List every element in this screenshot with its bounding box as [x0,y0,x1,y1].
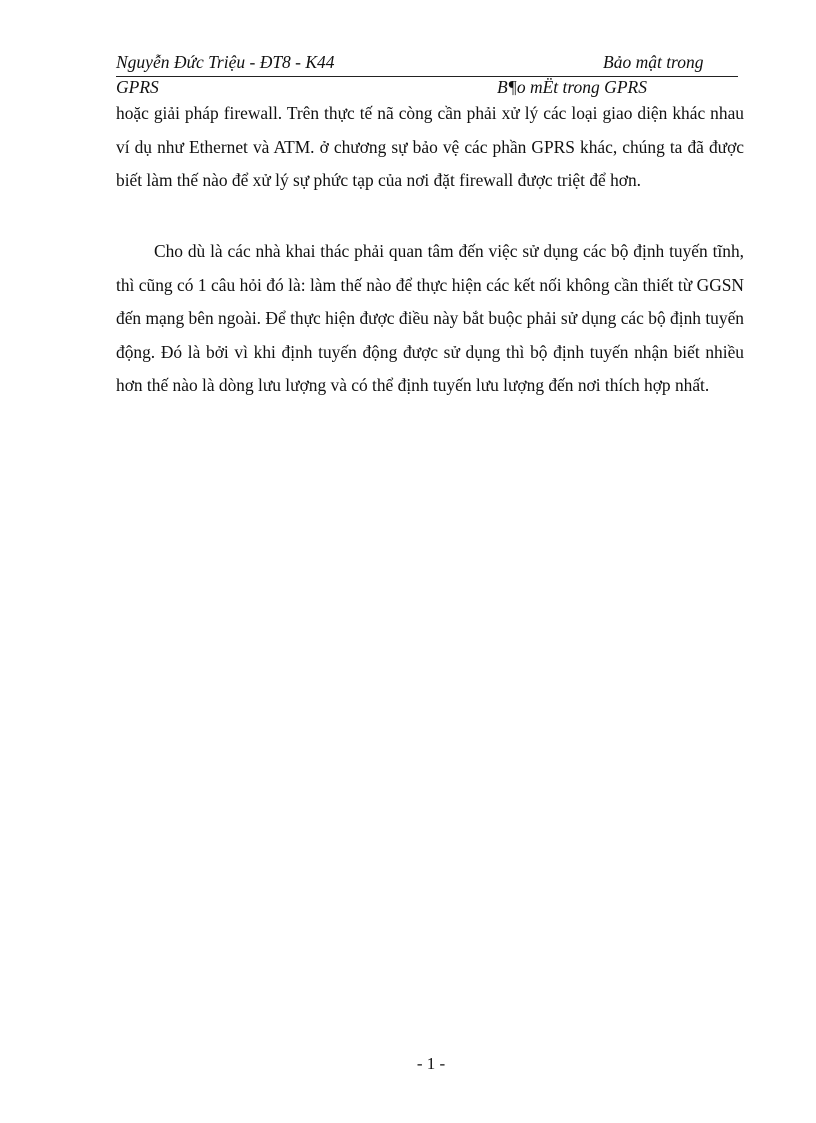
header-title-garbled: B¶o mËt trong GPRS [497,77,647,97]
paragraph-2: Cho dù là các nhà khai thác phải quan tâm đến việc sử dụng các bộ định tuyến tĩnh, thì cũng có 1 câu hỏi đó là: làm thế nào để thực hiện các kết nối không cần thiết từ GGSN đến mạng bên ngoài. Để thực hiện được điều này bắt buộc phải sử dụng các bộ định tuyến động. Đó là bởi vì khi định tuyến động được sử dụng thì bộ định tuyến nhận biết nhiều hơn thế nào là dòng lưu lượng và có thể định tuyến lưu lượng đến nơi thích hợp nhất. [116,241,744,395]
page-number: - 1 - [416,1054,446,1073]
header-title-wrap: GPRS [116,77,159,97]
paragraph-1: hoặc giải pháp firewall. Trên thực tế nã còng cần phải xử lý các loại giao diện khác nhau ví dụ như Ethernet và ATM. ở chương sự bảo vệ các phần GPRS khác, chúng ta đã được biết làm thế nào để xử lý sự phức tạp của nơi đặt firewall được triệt để hơn. [116,103,744,190]
header-author: Nguyễn Đức Triệu - ĐT8 - K44 [116,52,335,72]
header-title: Bảo mật trong [603,52,704,72]
